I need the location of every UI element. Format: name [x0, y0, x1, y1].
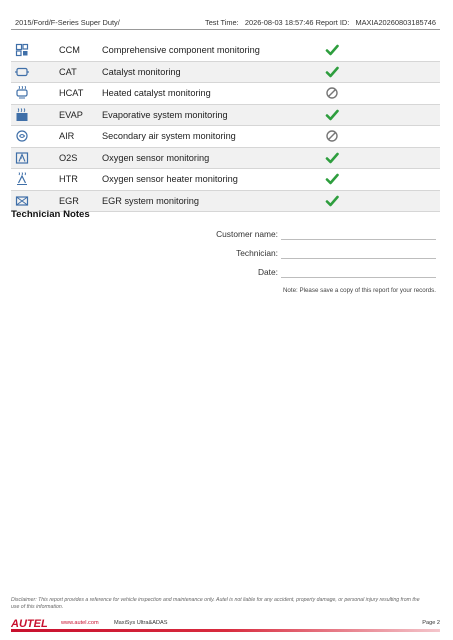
monitor-code: HCAT [59, 88, 84, 98]
monitor-row-hcat [11, 83, 440, 105]
footer-brand-bar [11, 629, 440, 632]
monitor-row-air [11, 126, 440, 148]
monitor-code: EGR [59, 195, 79, 206]
date-label: Date: [257, 267, 278, 277]
report-header [11, 15, 440, 31]
sensor-heater-icon [15, 172, 29, 186]
oxygen-sensor-icon [15, 151, 29, 165]
customer-name-field[interactable] [11, 229, 436, 243]
svg-text:AUTEL: AUTEL [11, 618, 48, 629]
monitor-description: Evaporative system monitoring [102, 109, 228, 120]
monitor-code: CAT [59, 66, 77, 77]
catalyst-icon [15, 65, 29, 79]
save-copy-note: Note: Please save a copy of this report for your records. [282, 287, 436, 294]
check-icon [325, 65, 339, 79]
not-supported-icon [325, 129, 339, 143]
customer-name-label: Customer name: [216, 229, 278, 239]
monitor-description: Oxygen sensor heater monitoring [102, 174, 238, 184]
check-icon [325, 194, 339, 208]
monitor-description: Secondary air system monitoring [102, 131, 236, 141]
component-icon [15, 43, 29, 57]
monitor-code: CCM [59, 45, 80, 55]
technician-label: Technician: [236, 248, 278, 258]
monitor-code: EVAP [59, 109, 83, 120]
technician-line[interactable] [281, 258, 436, 259]
report-footer [11, 617, 440, 633]
monitor-description: Catalyst monitoring [102, 66, 181, 77]
evap-icon [15, 108, 29, 122]
test-time: Test Time: 2026-08-03 18:57:46 [205, 18, 314, 27]
autel-logo [11, 617, 55, 629]
header-divider [11, 29, 440, 30]
heated-catalyst-icon [15, 86, 29, 100]
customer-name-line[interactable] [281, 239, 436, 240]
not-supported-icon [325, 86, 339, 100]
technician-field[interactable] [11, 248, 436, 262]
check-icon [325, 172, 339, 186]
monitor-code: O2S [59, 152, 78, 163]
monitor-row-cat [11, 62, 440, 84]
monitor-row-htr [11, 169, 440, 191]
monitor-table [11, 40, 440, 212]
monitor-row-evap [11, 105, 440, 127]
product-name: MaxiSys Ultra&ADAS [114, 620, 168, 626]
disclaimer: Disclaimer: This report provides a reference for vehicle inspection and maintenance only. Autel is not liable for any accident, property damage, or personal injury resulting from the use of this information. [11, 597, 420, 610]
monitor-row-o2s [11, 148, 440, 170]
monitor-description: EGR system monitoring [102, 195, 200, 206]
page-number: Page 2 [422, 620, 440, 626]
technician-notes-title: Technician Notes [11, 209, 90, 220]
monitor-description: Comprehensive component monitoring [102, 45, 260, 55]
check-icon [325, 108, 339, 122]
monitor-description: Heated catalyst monitoring [102, 88, 211, 98]
website-link[interactable]: www.autel.com [61, 620, 99, 626]
monitor-row-ccm [11, 40, 440, 62]
vehicle-path: 2015/Ford/F-Series Super Duty/ [15, 18, 120, 27]
monitor-description: Oxygen sensor monitoring [102, 152, 210, 163]
report-id: Report ID: MAXIA20260803185746 [315, 18, 436, 27]
egr-icon [15, 194, 29, 208]
secondary-air-icon [15, 129, 29, 143]
monitor-code: HTR [59, 174, 78, 184]
check-icon [325, 43, 339, 57]
monitor-code: AIR [59, 131, 75, 141]
date-field[interactable] [11, 267, 436, 281]
check-icon [325, 151, 339, 165]
date-line[interactable] [281, 277, 436, 278]
